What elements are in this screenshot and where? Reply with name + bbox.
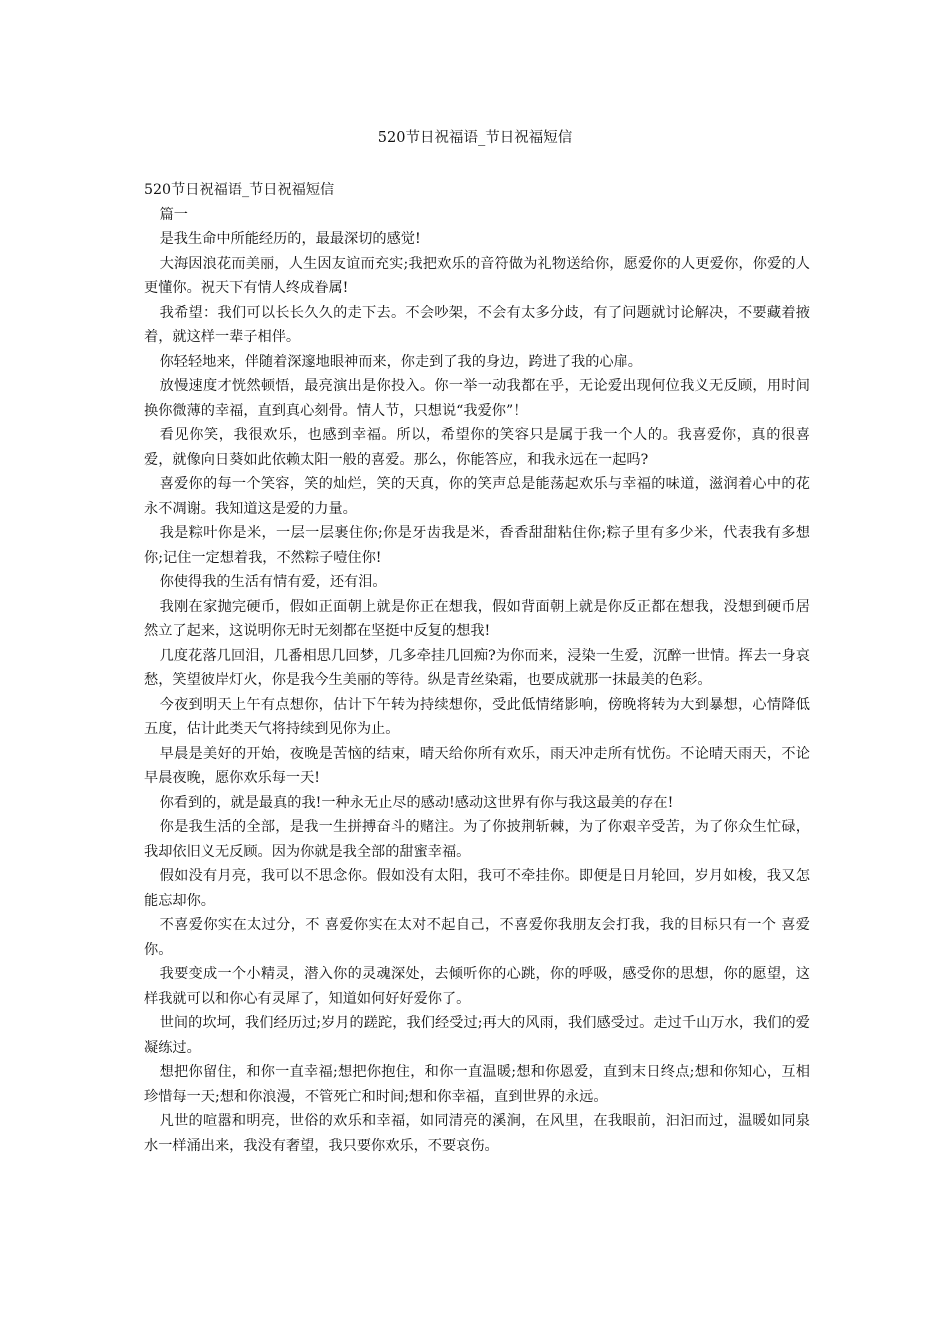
paragraph: 你是我生活的全部，是我一生拼搏奋斗的赌注。为了你披荆斩棘，为了你艰辛受苦，为了你众生忙碌，我却依旧义无反顾。因为你就是我全部的甜蜜幸福。 xyxy=(144,819,810,860)
paragraph: 看见你笑，我很欢乐，也感到幸福。所以，希望你的笑容只是属于我一个人的。我喜爱你，真的很喜爱，就像向日葵如此依赖太阳一般的喜爱。那么，你能答应，和我永远在一起吗? xyxy=(144,427,810,468)
paragraph: 你使得我的生活有情有爱，还有泪。 xyxy=(159,574,387,590)
paragraph: 今夜到明天上午有点想你，估计下午转为持续想你，受此低情绪影响，傍晚将转为大到暴想，心情降低五度，估计此类天气将持续到见你为止。 xyxy=(144,696,810,737)
paragraph: 我是粽叶你是米，一层一层裹住你;你是牙齿我是米，香香甜甜粘住你;粽子里有多少米，代表我有多想你;记住一定想着我，不然粽子噎住你! xyxy=(144,525,810,566)
document-subtitle: 520节日祝福语_节日祝福短信 xyxy=(144,182,335,198)
paragraph: 是我生命中所能经历的，最最深切的感觉! xyxy=(159,231,421,247)
paragraph: 不喜爱你实在太过分，不 喜爱你实在太对不起自己，不喜爱你我朋友会打我，我的目标只有一个 喜爱你。 xyxy=(144,917,810,958)
paragraph: 大海因浪花而美丽，人生因友谊而充实;我把欢乐的音符做为礼物送给你，愿爱你的人更爱你，你爱的人更懂你。祝天下有情人终成眷属! xyxy=(144,255,810,296)
paragraph: 早晨是美好的开始，夜晚是苦恼的结束，晴天给你所有欢乐，雨天冲走所有忧伤。不论晴天雨天，不论早晨夜晚，愿你欢乐每一天! xyxy=(144,745,810,786)
paragraph: 喜爱你的每一个笑容，笑的灿烂，笑的天真，你的笑声总是能荡起欢乐与幸福的味道，滋润着心中的花永不凋谢。我知道这是爱的力量。 xyxy=(144,476,810,517)
paragraph: 世间的坎坷，我们经历过;岁月的蹉跎，我们经受过;再大的风雨，我们感受过。走过千山万水，我们的爱凝练过。 xyxy=(144,1015,810,1056)
paragraph: 假如没有月亮，我可以不思念你。假如没有太阳，我可不牵挂你。即便是日月轮回，岁月如梭，我又怎能忘却你。 xyxy=(144,868,810,909)
paragraph: 放慢速度才恍然顿悟，最亮演出是你投入。你一举一动我都在乎，无论爱出现何位我义无反顾，用时间换你微薄的幸福，直到真心刻骨。情人节，只想说“我爱你”！ xyxy=(144,378,810,419)
paragraph: 我要变成一个小精灵，潜入你的灵魂深处，去倾听你的心跳，你的呼吸，感受你的思想，你的愿望，这样我就可以和你心有灵犀了，知道如何好好爱你了。 xyxy=(144,966,810,1007)
paragraph: 凡世的喧嚣和明亮，世俗的欢乐和幸福，如同清亮的溪涧，在风里，在我眼前，汩汩而过，温暖如同泉水一样涌出来，我没有奢望，我只要你欢乐，不要哀伤。 xyxy=(144,1113,810,1154)
paragraph: 我希望：我们可以长长久久的走下去。不会吵架，不会有太多分歧，有了问题就讨论解决，不要藏着掖着，就这样一辈子相伴。 xyxy=(144,304,810,345)
section-heading: 篇一 xyxy=(159,206,188,223)
document-body xyxy=(144,178,810,1158)
paragraph: 你轻轻地来，伴随着深邃地眼神而来，你走到了我的身边，跨进了我的心扉。 xyxy=(159,353,642,370)
paragraph: 几度花落几回泪，几番相思几回梦，几多牵挂几回痴?为你而来，浸染一生爱，沉醉一世情。挥去一身哀愁，笑望彼岸灯火，你是我今生美丽的等待。纵是青丝染霜，也要成就那一抹最美的色彩。 xyxy=(144,647,810,688)
paragraph: 想把你留住，和你一直幸福;想把你抱住，和你一直温暖;想和你恩爱，直到末日终点;想和你知心，互相珍惜每一天;想和你浪漫，不管死亡和时间;想和你幸福，直到世界的永远。 xyxy=(144,1064,810,1105)
paragraph: 你看到的，就是最真的我!一种永无止尽的感动!感动这世界有你与我这最美的存在! xyxy=(159,794,674,811)
paragraph: 我刚在家抛完硬币，假如正面朝上就是你正在想我，假如背面朝上就是你反正都在想我，没想到硬币居然立了起来，这说明你无时无刻都在坚挺中反复的想我! xyxy=(144,598,810,639)
document-title: 520节日祝福语_节日祝福短信 xyxy=(377,130,573,146)
